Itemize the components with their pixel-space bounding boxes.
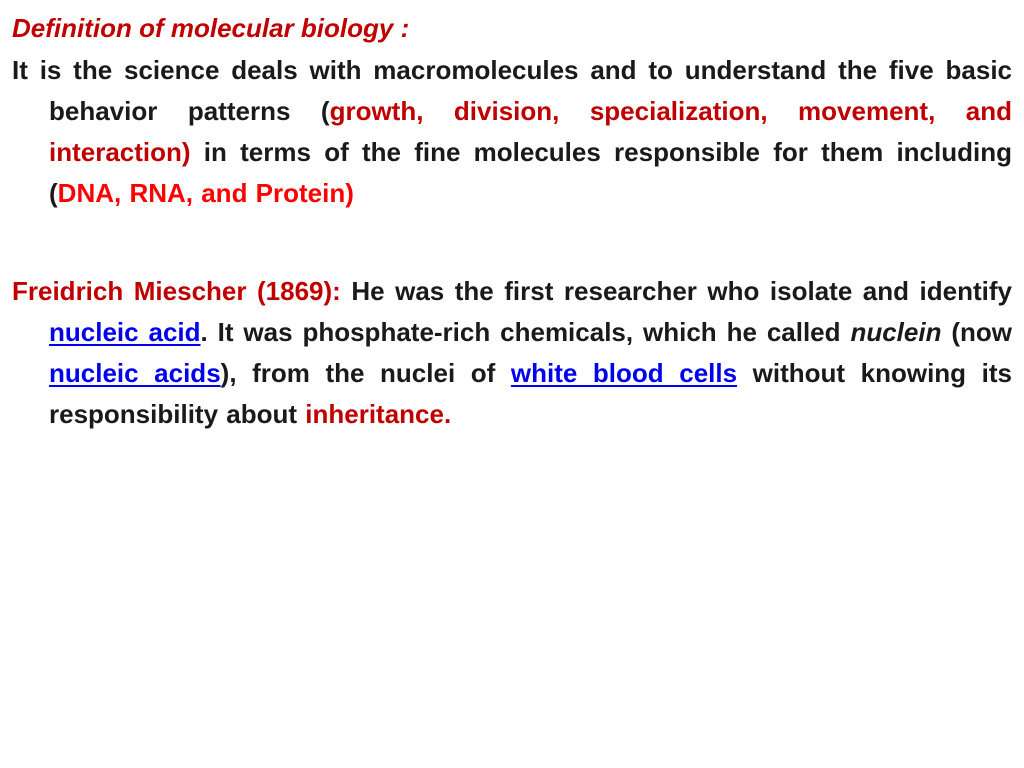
- definition-text: It is the science deals with macromolecules and to understand the five basic behavior patterns (: [12, 55, 1012, 126]
- miescher-text-5: without knowing its responsibility about: [49, 358, 1012, 429]
- nucleic-acid-link[interactable]: nucleic acid: [49, 317, 201, 347]
- definition-paragraph: [12, 50, 1012, 214]
- miescher-paragraph: [12, 271, 1012, 435]
- miescher-text-2: . It was phosphate-rich chemicals, which he called: [200, 317, 851, 347]
- nuclein-term: nuclein: [850, 317, 942, 347]
- definition-text-continued: in terms of the fine molecules responsible for them including (: [49, 137, 1012, 208]
- miescher-text-4: ), from the nuclei of: [220, 358, 511, 388]
- nucleic-acids-link[interactable]: nucleic acids: [49, 358, 221, 388]
- miescher-label: Freidrich Miescher (1869):: [12, 276, 341, 306]
- white-blood-cells-link[interactable]: white blood cells: [510, 358, 738, 388]
- inheritance-highlight: inheritance.: [305, 399, 452, 429]
- miescher-text-3: (now: [941, 317, 1012, 347]
- macromolecules-highlight: DNA, RNA, and Protein): [57, 178, 354, 208]
- page-title: Definition of molecular biology :: [12, 13, 410, 43]
- behavior-patterns-highlight: growth, division, specialization, movement, and interaction): [49, 96, 1012, 167]
- miescher-text: He was the first researcher who isolate and identify: [340, 276, 1012, 306]
